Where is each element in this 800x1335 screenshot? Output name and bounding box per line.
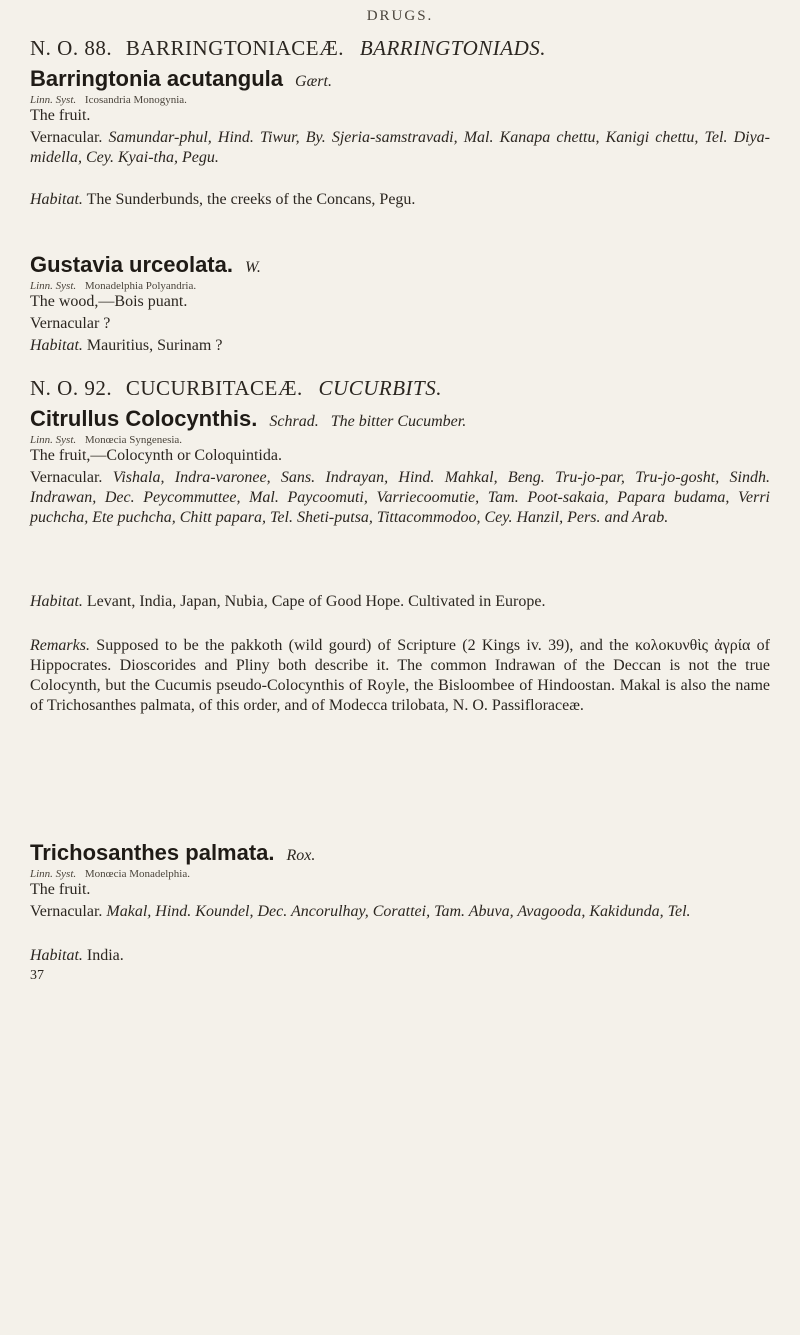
species-author: Gært. xyxy=(295,73,332,90)
habitat xyxy=(30,336,770,356)
habitat-text: India. xyxy=(86,947,124,964)
habitat-text: The Sunderbunds, the creeks of the Concans, Pegu. xyxy=(86,191,416,208)
vernacular-names xyxy=(30,468,770,528)
habitat-text: Mauritius, Surinam ? xyxy=(86,337,223,354)
vernacular-text: Samundar-phul, Hind. Tiwur, By. Sjeria-samstravadi, Mal. Kanapa chettu, Kanigi chettu, Tel. Diya-midella, Cey. Kyai-tha, Pegu. xyxy=(30,129,771,166)
vernacular-names xyxy=(30,314,770,334)
page-number: 37 xyxy=(30,968,44,983)
linn-label: Linn. Syst. xyxy=(30,434,77,446)
linnaean-classification xyxy=(30,434,182,446)
species-author: Schrad. xyxy=(269,413,319,430)
order-heading-barringtoniaceae xyxy=(30,36,790,61)
species-name: Citrullus Colocynthis. xyxy=(30,406,258,431)
habitat-label: Habitat. xyxy=(30,593,83,610)
linn-label: Linn. Syst. xyxy=(30,94,77,106)
order-name: BARRINGTONIACEÆ. xyxy=(125,36,345,60)
species-author: Rox. xyxy=(286,847,316,864)
vernacular-label: Vernacular ? xyxy=(30,315,111,332)
order-name: CUCURBITACEÆ. xyxy=(125,376,303,400)
vernacular-names xyxy=(30,902,770,922)
remarks xyxy=(30,636,770,716)
habitat-label: Habitat. xyxy=(30,337,83,354)
linn-class: Monadelphia Polyandria. xyxy=(84,280,197,292)
vernacular-text: Makal, Hind. Koundel, Dec. Ancorulhay, Corattei, Tam. Abuva, Avagooda, Kakidunda, Tel. xyxy=(106,903,691,920)
vernacular-label: Vernacular. xyxy=(30,129,103,146)
linn-class: Monœcia Syngenesia. xyxy=(84,434,183,446)
habitat-text: Levant, India, Japan, Nubia, Cape of Good Hope. Cultivated in Europe. xyxy=(86,593,546,610)
habitat xyxy=(30,190,770,210)
habitat-label: Habitat. xyxy=(30,191,83,208)
species-heading xyxy=(30,406,790,432)
vernacular-label: Vernacular. xyxy=(30,903,103,920)
part-used: The fruit. xyxy=(30,107,91,124)
habitat xyxy=(30,592,770,612)
order-heading-cucurbitaceae xyxy=(30,376,790,401)
linn-label: Linn. Syst. xyxy=(30,868,77,880)
species-heading xyxy=(30,252,790,278)
linnaean-classification xyxy=(30,94,187,106)
species-heading xyxy=(30,840,790,866)
part-used: The fruit,—Colocynth or Coloquintida. xyxy=(30,447,282,464)
species-name: Gustavia urceolata. xyxy=(30,252,233,277)
part-used: The wood,—Bois puant. xyxy=(30,293,188,310)
vernacular-label: Vernacular. xyxy=(30,469,103,486)
remarks-text: Supposed to be the pakkoth (wild gourd) of Scripture (2 Kings iv. 39), and the κολοκυνθὶς ἀγρία of Hippocrates. Dioscorides and Pliny both describe it. The common Indrawan of the Deccan is not the true Colocynth, but the Cucumis pseudo-Colocynthis of Royle, the Bisloombee of Hindoostan. Makal is also the name of Trichosanthes palmata, of this order, and of Modecca trilobata, N. O. Passifloraceæ. xyxy=(30,637,771,714)
species-name: Trichosanthes palmata. xyxy=(30,840,275,865)
species-common-name: The bitter Cucumber. xyxy=(330,413,467,430)
order-name-english: BARRINGTONIADS. xyxy=(359,36,546,60)
linn-label: Linn. Syst. xyxy=(30,280,77,292)
linnaean-classification xyxy=(30,280,196,292)
vernacular-text: Vishala, Indra-varonee, Sans. Indrayan, Hind. Mahkal, Beng. Tru-jo-par, Tru-jo-gosht, Sindh. Indrawan, Dec. Peycommuttee, Mal. Paycoomuti, Varriecoomutie, Tam. Poot-sakaia, Papara budama, Verri puchcha, Ete puchcha, Chitt papara, Tel. Sheti-putsa, Tittacommodoo, Cey. Hanzil, Pers. and Arab. xyxy=(30,469,771,526)
linnaean-classification xyxy=(30,868,190,880)
linn-class: Icosandria Monogynia. xyxy=(84,94,187,106)
species-author: W. xyxy=(244,259,261,276)
order-name-english: CUCURBITS. xyxy=(318,376,442,400)
running-head: DRUGS. xyxy=(366,8,434,24)
remarks-label: Remarks. xyxy=(30,637,90,654)
order-number: N. O. 92. xyxy=(30,376,113,400)
habitat xyxy=(30,946,770,966)
part-used: The fruit. xyxy=(30,881,91,898)
order-number: N. O. 88. xyxy=(30,36,113,60)
species-heading xyxy=(30,66,790,92)
linn-class: Monœcia Monadelphia. xyxy=(84,868,190,880)
species-name: Barringtonia acutangula xyxy=(30,66,284,91)
vernacular-names xyxy=(30,128,770,168)
habitat-label: Habitat. xyxy=(30,947,83,964)
